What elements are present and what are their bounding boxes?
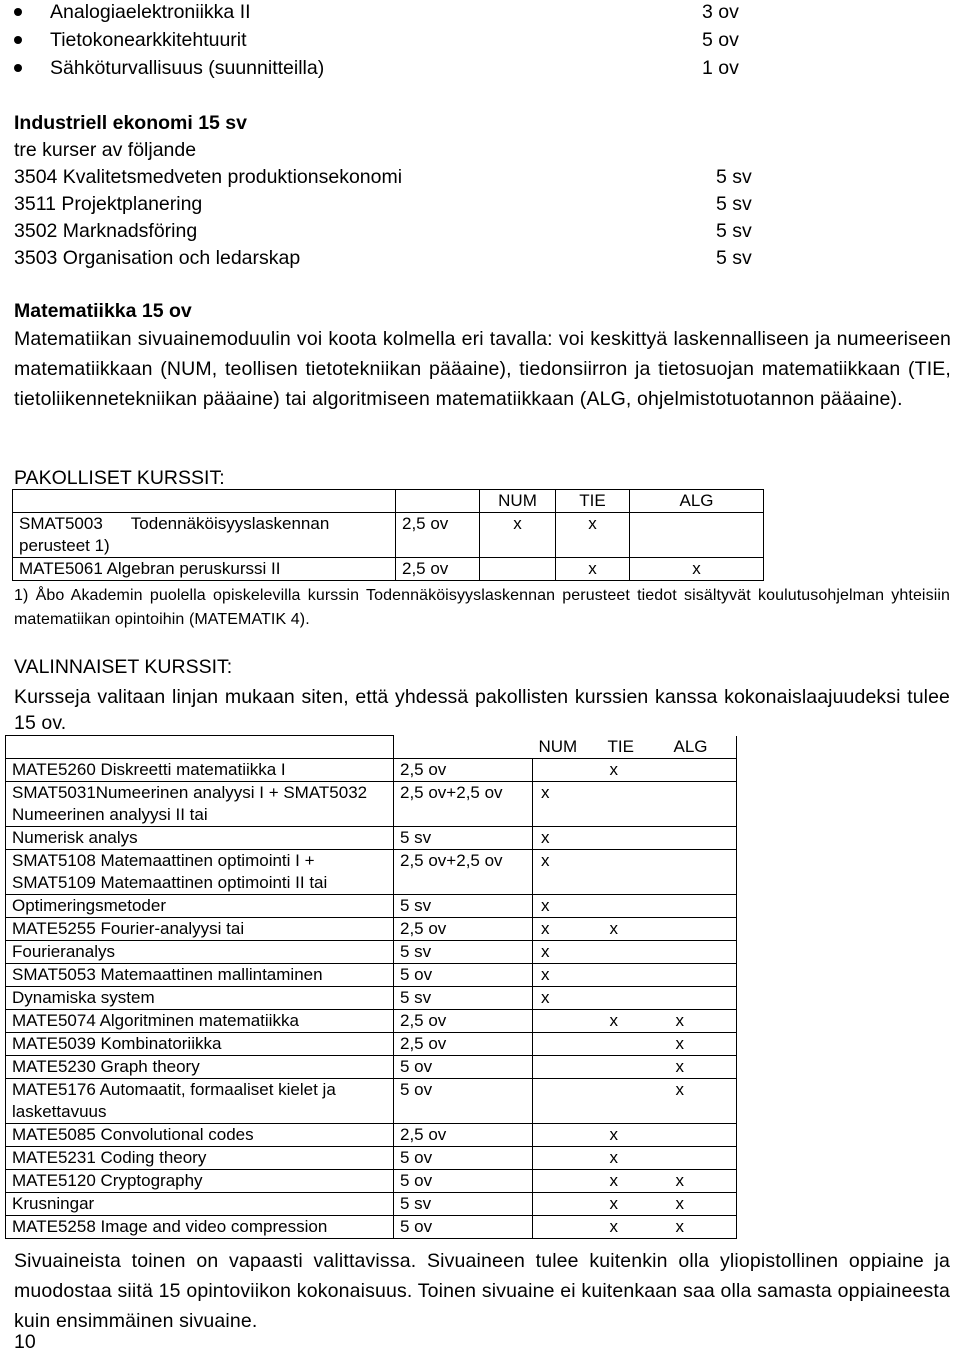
bullet-dot-icon [14, 64, 22, 72]
footnote: 1) Åbo Akademin puolella opiskelevilla kurssin Todennäköisyyslaskennan perusteet tiedot sisältyvät koulutusohjelman yhteisiin matematiikan opintoihin (MATEMATIK 4). [14, 587, 950, 628]
tie-cell [602, 1079, 668, 1124]
alg-cell [668, 827, 737, 850]
course-cell: SMAT5031Numeerinen analyysi I + SMAT5032 Numeerinen analyysi II tai [6, 782, 394, 827]
table-row [6, 895, 737, 918]
course-cell: MATE5255 Fourier-analyysi tai [6, 918, 394, 941]
tie-cell: x [602, 1170, 668, 1193]
tie-cell [602, 1033, 668, 1056]
alg-cell [668, 782, 737, 827]
valinnaiset-table [5, 735, 737, 1239]
num-cell: x [533, 987, 602, 1010]
course-credits: 5 sv [716, 166, 752, 188]
table-row [6, 827, 737, 850]
column-header-num: NUM [533, 736, 602, 759]
num-cell [533, 1124, 602, 1147]
num-cell [533, 1033, 602, 1056]
alg-cell: x [668, 1079, 737, 1124]
credits-cell: 2,5 ov [394, 1033, 533, 1056]
table-cell [13, 490, 396, 513]
table-row [6, 987, 737, 1010]
tie-cell: x [602, 1010, 668, 1033]
credits-cell: 5 ov [394, 1056, 533, 1079]
course-credits: 1 ov [702, 57, 739, 79]
tie-cell: x [602, 1216, 668, 1239]
course-line [14, 164, 774, 191]
table-header-row [6, 736, 737, 759]
course-name: 3502 Marknadsföring [14, 220, 198, 242]
bullet-item [14, 28, 774, 56]
tie-cell [602, 1056, 668, 1079]
tie-cell: x [602, 1193, 668, 1216]
credits-cell: 5 sv [394, 941, 533, 964]
table-row [6, 964, 737, 987]
section-subheading: tre kurser av följande [14, 139, 197, 161]
pakolliset-table [12, 489, 764, 581]
tie-cell [602, 895, 668, 918]
num-cell: x [533, 895, 602, 918]
column-header-tie: TIE [556, 490, 630, 513]
tie-cell: x [556, 558, 630, 581]
column-header-alg: ALG [668, 736, 737, 759]
alg-cell: x [630, 558, 764, 581]
credits-cell: 2,5 ov [396, 558, 480, 581]
course-cell: MATE5258 Image and video compression [6, 1216, 394, 1239]
num-cell [533, 1170, 602, 1193]
tie-cell: x [602, 918, 668, 941]
valinnaiset-intro: Kursseja valitaan linjan mukaan siten, että yhdessä pakollisten kurssien kanssa kokonaislaajuudeksi tulee 15 ov. [14, 686, 950, 734]
alg-cell: x [668, 1033, 737, 1056]
course-cell: SMAT5003 Todennäköisyyslaskennan perusteet 1) [13, 513, 396, 558]
column-header-num: NUM [480, 490, 556, 513]
tie-cell [602, 964, 668, 987]
tie-cell [602, 941, 668, 964]
alg-cell [668, 987, 737, 1010]
table-row [6, 1147, 737, 1170]
course-name: Analogiaelektroniikka II [50, 1, 251, 23]
credits-cell: 5 sv [394, 987, 533, 1010]
course-name: 3511 Projektplanering [14, 193, 203, 215]
course-name: Tietokonearkkitehtuurit [50, 29, 247, 51]
industriell-section [14, 110, 774, 272]
num-cell [533, 1193, 602, 1216]
credits-cell: 5 sv [394, 827, 533, 850]
credits-cell: 2,5 ov [394, 1010, 533, 1033]
bullet-dot-icon [14, 36, 22, 44]
credits-cell: 5 sv [394, 895, 533, 918]
credits-cell: 5 sv [394, 1193, 533, 1216]
credits-cell: 2,5 ov [394, 918, 533, 941]
alg-cell [668, 895, 737, 918]
page-number: 10 [14, 1331, 36, 1353]
table-cell [6, 736, 394, 759]
table-row [6, 1170, 737, 1193]
table-row [6, 850, 737, 895]
course-cell: MATE5061 Algebran peruskurssi II [13, 558, 396, 581]
alg-cell [668, 850, 737, 895]
num-cell [533, 1216, 602, 1239]
table-row [6, 759, 737, 782]
table-row [6, 1079, 737, 1124]
alg-cell: x [668, 1056, 737, 1079]
table-cell [396, 490, 480, 513]
num-cell: x [533, 827, 602, 850]
column-header-alg: ALG [630, 490, 764, 513]
credits-cell: 5 ov [394, 1216, 533, 1239]
credits-cell: 2,5 ov [394, 759, 533, 782]
tie-cell: x [602, 759, 668, 782]
matematiikka-paragraph: Matematiikan sivuainemoduulin voi koota kolmella eri tavalla: voi keskittyä laskennalliseen ja numeeriseen matematiikkaan (NUM, teollisen tietotekniikan pääaine), tiedonsiirron ja tietosuojan matematiikkaan (TIE, tietoliikennetekniikan pääaine) tai algoritmiseen matematiikkaan (ALG, ohjelmistotuotannon pääaine). [14, 328, 951, 410]
course-cell: SMAT5053 Matemaattinen mallintaminen [6, 964, 394, 987]
course-name: Sähköturvallisuus (suunnitteilla) [50, 57, 325, 79]
table-row [6, 941, 737, 964]
alg-cell [668, 1124, 737, 1147]
column-header-tie: TIE [602, 736, 668, 759]
pakolliset-heading: PAKOLLISET KURSSIT: [14, 467, 225, 489]
num-cell [533, 759, 602, 782]
table-row [6, 1056, 737, 1079]
table-row [13, 513, 764, 558]
alg-cell: x [668, 1193, 737, 1216]
tie-cell [602, 782, 668, 827]
alg-cell [630, 513, 764, 558]
credits-cell: 5 ov [394, 1079, 533, 1124]
alg-cell [668, 759, 737, 782]
alg-cell: x [668, 1010, 737, 1033]
course-cell: Numerisk analys [6, 827, 394, 850]
num-cell [533, 1079, 602, 1124]
alg-cell [668, 964, 737, 987]
matematiikka-heading: Matematiikka 15 ov [14, 300, 192, 322]
bullet-item [14, 0, 774, 28]
alg-cell [668, 1147, 737, 1170]
tie-cell [602, 827, 668, 850]
alg-cell: x [668, 1170, 737, 1193]
table-row [6, 1033, 737, 1056]
table-header-row [13, 490, 764, 513]
table-row [6, 1124, 737, 1147]
table-row [6, 1216, 737, 1239]
table-row [6, 782, 737, 827]
num-cell: x [480, 513, 556, 558]
num-cell [533, 1010, 602, 1033]
course-credits: 5 ov [702, 29, 739, 51]
alg-cell [668, 941, 737, 964]
num-cell: x [533, 941, 602, 964]
num-cell [533, 1056, 602, 1079]
course-cell: MATE5176 Automaatit, formaaliset kielet ja laskettavuus [6, 1079, 394, 1124]
course-cell: MATE5074 Algoritminen matematiikka [6, 1010, 394, 1033]
course-cell: Krusningar [6, 1193, 394, 1216]
num-cell: x [533, 782, 602, 827]
course-name: 3503 Organisation och ledarskap [14, 247, 301, 269]
tie-cell [602, 850, 668, 895]
bullet-list [14, 0, 774, 84]
course-cell: Optimeringsmetoder [6, 895, 394, 918]
num-cell: x [533, 850, 602, 895]
valinnaiset-heading: VALINNAISET KURSSIT: [14, 656, 233, 678]
tie-cell: x [556, 513, 630, 558]
course-line [14, 191, 774, 218]
alg-cell: x [668, 1216, 737, 1239]
alg-cell [668, 918, 737, 941]
course-credits: 5 sv [716, 247, 752, 269]
credits-cell: 2,5 ov [394, 1124, 533, 1147]
course-cell: Fourieranalys [6, 941, 394, 964]
credits-cell: 5 ov [394, 1147, 533, 1170]
course-cell: Dynamiska system [6, 987, 394, 1010]
table-row [13, 558, 764, 581]
course-credits: 5 sv [716, 220, 752, 242]
course-credits: 5 sv [716, 193, 752, 215]
credits-cell: 2,5 ov [396, 513, 480, 558]
course-cell: MATE5230 Graph theory [6, 1056, 394, 1079]
course-name: 3504 Kvalitetsmedveten produktionsekonomi [14, 166, 403, 188]
bullet-dot-icon [14, 8, 22, 16]
tie-cell [602, 987, 668, 1010]
course-cell: MATE5039 Kombinatoriikka [6, 1033, 394, 1056]
bullet-item [14, 56, 774, 84]
course-cell: MATE5120 Cryptography [6, 1170, 394, 1193]
credits-cell: 5 ov [394, 964, 533, 987]
table-row [6, 918, 737, 941]
course-cell: MATE5260 Diskreetti matematiikka I [6, 759, 394, 782]
course-line [14, 218, 774, 245]
credits-cell: 2,5 ov+2,5 ov [394, 782, 533, 827]
table-cell [394, 736, 533, 759]
course-cell: MATE5231 Coding theory [6, 1147, 394, 1170]
course-line [14, 245, 774, 272]
tie-cell: x [602, 1147, 668, 1170]
course-cell: MATE5085 Convolutional codes [6, 1124, 394, 1147]
section-heading: Industriell ekonomi 15 sv [14, 112, 247, 134]
num-cell [480, 558, 556, 581]
table-row [6, 1010, 737, 1033]
credits-cell: 5 ov [394, 1170, 533, 1193]
course-credits: 3 ov [702, 1, 739, 23]
credits-cell: 2,5 ov+2,5 ov [394, 850, 533, 895]
num-cell: x [533, 964, 602, 987]
valinnaiset-table-body [6, 736, 737, 1239]
num-cell [533, 1147, 602, 1170]
table-row [6, 1193, 737, 1216]
num-cell: x [533, 918, 602, 941]
course-cell: SMAT5108 Matemaattinen optimointi I + SMAT5109 Matemaattinen optimointi II tai [6, 850, 394, 895]
closing-paragraph: Sivuaineista toinen on vapaasti valittavissa. Sivuaineen tulee kuitenkin olla yliopistollinen oppiaine ja muodostaa siitä 15 opintoviikon kokonaisuus. Toinen sivuaine ei kuitenkaan saa olla samasta oppiaineesta kuin ensimmäinen sivuaine. [14, 1250, 950, 1332]
tie-cell: x [602, 1124, 668, 1147]
